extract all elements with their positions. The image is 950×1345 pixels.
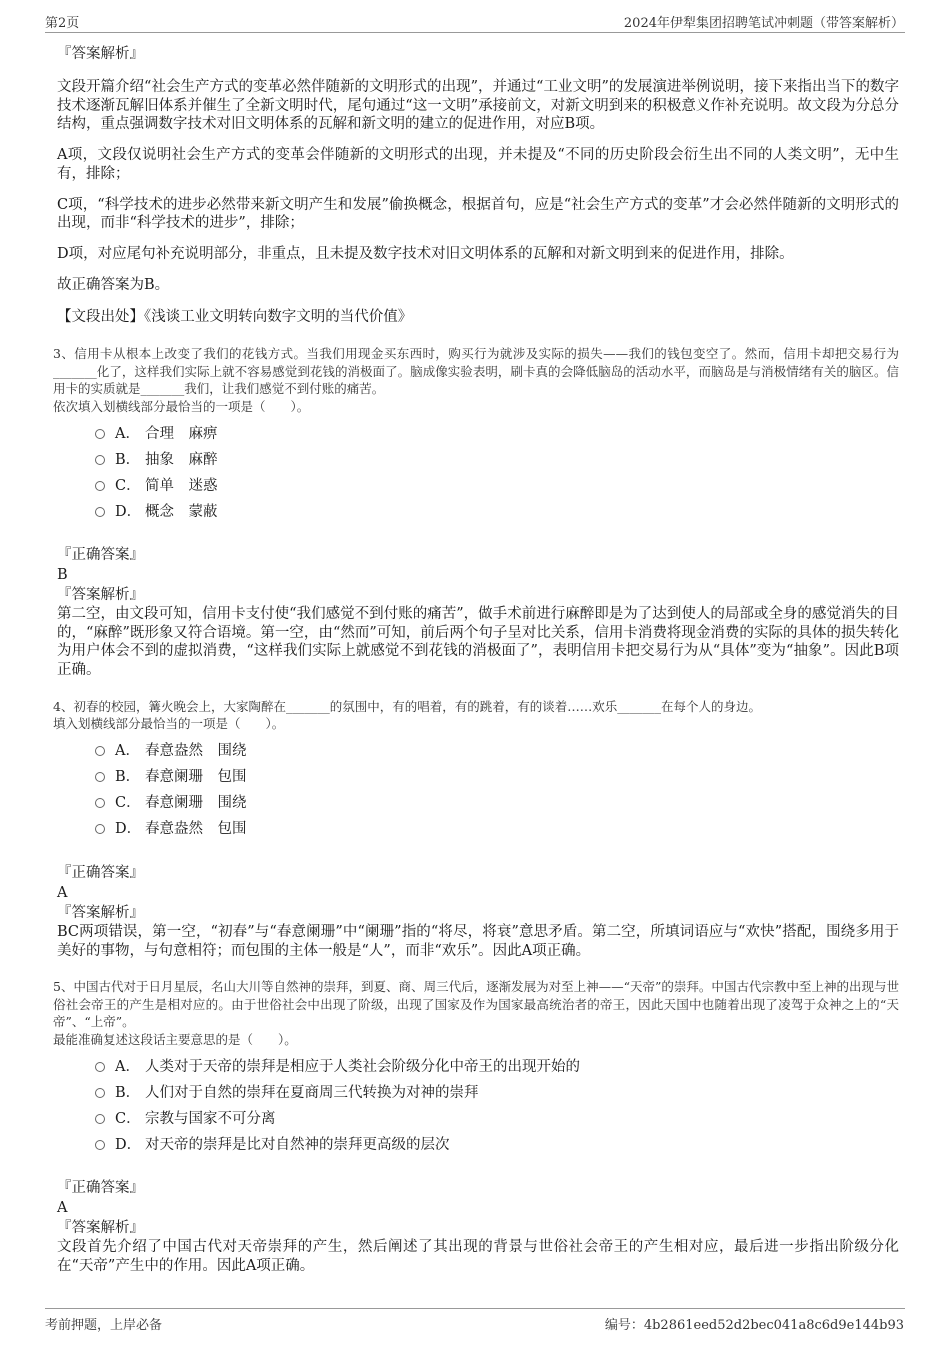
footer-divider [45, 1308, 905, 1309]
q4-analysis: BC两项错误，第一空，“初春”与“春意阑珊”中“阑珊”指的“将尽，将衰”意思矛盾。第二空，所填词语应与“欢快”搭配，围绕多用于美好的事物，与句意相符；而包围的主体一般是“人”，而非“欢乐”。因此A项正确。 [57, 923, 899, 959]
q5-analysis: 文段首先介绍了中国古代对天帝崇拜的产生，然后阐述了其出现的背景与世俗社会帝王的产生相对应，最后进一步指出阶级分化在“天帝”产生中的作用。因此A项正确。 [57, 1239, 899, 1274]
q5-options [95, 1052, 899, 1156]
radio-icon[interactable] [95, 1114, 105, 1124]
option-letter: B． [115, 1084, 141, 1101]
q3-option-b[interactable] [95, 445, 899, 471]
option-letter: D． [115, 821, 142, 838]
footer-slogan: 考前押题，上岸必备 [45, 1318, 163, 1333]
q2-analysis-paragraph-1: 文段开篇介绍“社会生产方式的变革必然伴随新的文明形式的出现”，并通过“工业文明”的发展演进举例说明，接下来指出当下的数字技术逐渐瓦解旧体系并催生了全新文明时代，尾句通过“这一文明”承接前文，对新文明到来的积极意义作补充说明。故文段为分总分结构，重点强调数字技术对旧文明体系的瓦解和新文明的建立的促进作用，对应B项。 [57, 79, 899, 133]
option-text: 合理 麻痹 [145, 425, 218, 442]
radio-icon[interactable] [95, 455, 105, 465]
option-letter: D． [115, 503, 142, 520]
q5-prompt: 最能准确复述这段话主要意思的是（ ）。 [53, 1031, 297, 1047]
q2-conclusion: 故正确答案为B。 [57, 276, 170, 293]
header-divider [45, 32, 905, 33]
q4-analysis-label: 『答案解析』 [57, 904, 144, 921]
q2-analysis-paragraph-3: C项，“科学技术的进步必然带来新文明产生和发展”偷换概念，根据首句，应是“社会生产方式的变革”才会必然伴随新的文明形式的出现，而非“科学技术的进步”，排除； [57, 196, 899, 232]
q3-answer: B [57, 567, 68, 584]
option-text: 简单 迷惑 [145, 477, 218, 494]
page-number: 第2页 [45, 16, 80, 31]
radio-icon[interactable] [95, 429, 105, 439]
document-title: 2024年伊犁集团招聘笔试冲刺题（带答案解析） [623, 16, 904, 31]
q5-answer: A [57, 1200, 68, 1217]
q5-option-a[interactable] [95, 1052, 899, 1078]
option-letter: C． [115, 1110, 141, 1127]
option-letter: A． [115, 425, 140, 442]
q3-answer-label: 『正确答案』 [57, 547, 144, 564]
q3-analysis-label: 『答案解析』 [57, 587, 144, 604]
radio-icon[interactable] [95, 746, 105, 756]
option-text: 对天帝的崇拜是比对自然神的崇拜更高级的层次 [145, 1136, 450, 1153]
q2-analysis-paragraph-4: D项，对应尾句补充说明部分，非重点，且未提及数字技术对旧文明体系的瓦解和对新文明到来的促进作用，排除。 [57, 245, 794, 262]
option-letter: A． [115, 1058, 140, 1075]
q4-answer: A [57, 884, 68, 901]
q4-option-c[interactable] [95, 789, 899, 815]
q5-stem: 5、中国古代对于日月星辰，名山大川等自然神的崇拜，到夏、商、周三代后，逐渐发展为对至上神——“天帝”的崇拜。中国古代宗教中至上神的出现与世俗社会帝王的产生是相对应的。由于世俗社会中出现了阶级，出现了国家及作为国家最高统治者的帝王，因此天国中也随着出现了凌驾于众神之上的“天帝”、“上帝”。 [53, 979, 899, 1030]
radio-icon[interactable] [95, 1088, 105, 1098]
option-text: 概念 蒙蔽 [145, 503, 218, 520]
q3-analysis: 第二空，由文段可知，信用卡支付使“我们感觉不到付账的痛苦”，做手术前进行麻醉即是为了达到使人的局部或全身的感觉消失的目的，“麻醉”既形象又符合语境。第一空，由“然而”可知，前后两个句子呈对比关系，信用卡消费将现金消费的实际的具体的损失转化为用户体会不到的虚拟消费，“这样我们实际上就感觉不到花钱的消极面了”，表明信用卡把交易行为从“具体”变为“抽象”。因此B项正确。 [57, 606, 899, 679]
q5-option-c[interactable] [95, 1104, 899, 1130]
radio-icon[interactable] [95, 824, 105, 834]
option-text: 春意阑珊 围绕 [145, 795, 247, 812]
q4-prompt: 填入划横线部分最恰当的一项是（ ）。 [53, 716, 285, 732]
radio-icon[interactable] [95, 507, 105, 517]
q5-answer-label: 『正确答案』 [57, 1180, 144, 1197]
option-text: 人们对于自然的崇拜在夏商周三代转换为对神的崇拜 [145, 1084, 479, 1101]
option-letter: D． [115, 1136, 142, 1153]
q2-analysis-paragraph-2: A项，文段仅说明社会生产方式的变革会伴随新的文明形式的出现，并未提及“不同的历史阶段会衍生出不同的人类文明”，无中生有，排除； [57, 147, 899, 182]
q5-option-b[interactable] [95, 1078, 899, 1104]
radio-icon[interactable] [95, 772, 105, 782]
q3-options [95, 419, 899, 523]
radio-icon[interactable] [95, 1140, 105, 1150]
radio-icon[interactable] [95, 798, 105, 808]
q2-analysis-label: 『答案解析』 [57, 46, 144, 62]
option-text: 春意阑珊 包围 [145, 769, 247, 786]
q5-analysis-label: 『答案解析』 [57, 1220, 144, 1237]
q5-option-d[interactable] [95, 1130, 899, 1156]
option-text: 春意盎然 包围 [145, 821, 247, 838]
q4-option-d[interactable] [95, 815, 899, 841]
q3-prompt: 依次填入划横线部分最恰当的一项是（ ）。 [53, 398, 310, 414]
q3-option-d[interactable] [95, 497, 899, 523]
q3-option-c[interactable] [95, 471, 899, 497]
radio-icon[interactable] [95, 481, 105, 491]
q4-option-a[interactable] [95, 737, 899, 763]
q3-option-a[interactable] [95, 419, 899, 445]
q2-source: 【文段出处】《浅谈工业文明转向数字文明的当代价值》 [57, 309, 413, 326]
option-text: 宗教与国家不可分离 [145, 1110, 276, 1127]
q4-options [95, 737, 899, 841]
option-text: 人类对于天帝的崇拜是相应于人类社会阶级分化中帝王的出现开始的 [145, 1058, 580, 1075]
q4-answer-label: 『正确答案』 [57, 864, 144, 881]
option-letter: B． [115, 769, 141, 786]
option-text: 抽象 麻醉 [145, 451, 218, 468]
q4-stem: 4、初春的校园，篝火晚会上，大家陶醉在_______的氛围中，有的唱着，有的跳着，有的谈着……欢乐_______在每个人的身边。 [53, 698, 761, 714]
option-letter: C． [115, 795, 141, 812]
option-letter: B． [115, 451, 141, 468]
option-letter: C． [115, 477, 141, 494]
document-code: 编号：4b2861eed52d2bec041a8c6d9e144b93 [604, 1318, 904, 1333]
radio-icon[interactable] [95, 1062, 105, 1072]
option-text: 春意盎然 围绕 [145, 743, 247, 760]
document-body [53, 44, 899, 1276]
q4-option-b[interactable] [95, 763, 899, 789]
q3-stem: 3、信用卡从根本上改变了我们的花钱方式。当我们用现金买东西时，购买行为就涉及实际的损失——我们的钱包变空了。然而，信用卡却把交易行为_______化了，这样我们实际上就不容易感觉到花钱的消极面了。脑成像实验表明，刷卡真的会降低脑岛的活动水平，而脑岛是与消极情绪有关的脑区。信用卡的实质就是_______我们，让我们感觉不到付账的痛苦。 [53, 346, 899, 397]
option-letter: A． [115, 743, 140, 760]
